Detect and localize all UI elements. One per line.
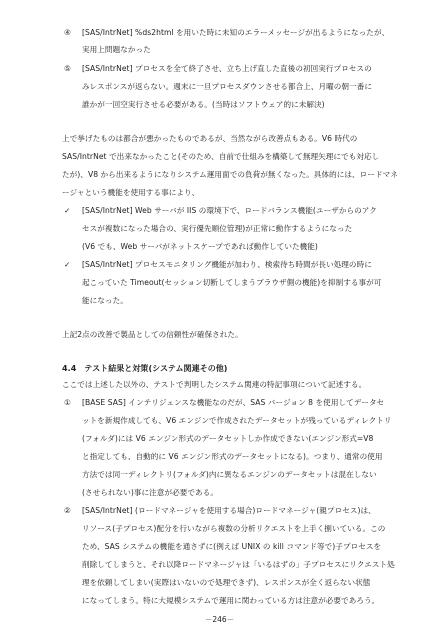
list-item-text: 理を依頼してしまい(実際はいないので処理できず)、レスポンスが全く返らない状態 [82, 578, 371, 587]
section-intro: ここでは上述した以外の、テストで判明したシステム関連の特記事項について記述する。 [62, 380, 367, 389]
list-item-text: [SAS/IntrNet] %ds2html を用いた時に未知のエラーメッセージが出るようになったが、 [82, 28, 390, 37]
list-marker: ⑤ [64, 64, 71, 73]
paragraph-line: ージャという機能を使用する事により、 [62, 188, 200, 197]
list-item-text: 方法では同一ディレクトリ(フォルダ)内に異なるエンジンのデータセットは混在しない [82, 470, 377, 479]
paragraph-line: SAS/IntrNet で出来なかったこと(そのため、自前で仕組みを構築して無理矢理にでも対応し [62, 152, 380, 161]
list-item-text: (フォルダ)には V6 エンジン形式のデータセットしか作成できない(エンジン形式=V8 [82, 434, 374, 443]
list-item-text: (V6 でも、Web サーバがネットスケープであれば動作していた機能) [82, 242, 318, 251]
list-item-text: と指定しても、自動的に V6 エンジン形式のデータセットになる)。つまり、通常の使用 [82, 452, 383, 461]
list-item-text: になってしまう。特に大規模システムで運用に関わっている方は注意が必要であろう。 [82, 596, 380, 605]
paragraph-line: 上記2点の改善で製品としての信頼性が確保された。 [62, 330, 243, 339]
list-item-text: 能になった。 [82, 296, 128, 305]
list-item-text: [SAS/IntrNet] プロセスを全て終了させ、立ち上げ直した直後の初回実行プロセスの [82, 64, 372, 73]
list-item-text: 誰かが一回空実行させる必要がある。(当時はソフトウェア的に未解決) [82, 100, 325, 109]
list-item-text: ットを新規作成しても、V6 エンジンで作成されたデータセットが残っているディレクトリ [82, 416, 392, 425]
list-item-text: [SAS/IntrNet] (ロードマネージャを使用する場合)ロードマネージャ(親プロセス)は、 [82, 506, 376, 515]
list-item-text: セスが複数になった場合の、実行優先順位管理)が正常に動作するようになった [82, 224, 353, 233]
section-heading: 4.4 テスト結果と対策(システム関連その他) [62, 364, 228, 373]
check-icon: ✓ [64, 206, 71, 215]
list-item-text: [SAS/IntrNet] Web サーバが IIS の環境下で、ロードバランス機能(ユーザからのアク [82, 206, 377, 215]
list-item-text: [SAS/IntrNet] プロセスモニタリング機能が加わり、検索待ち時間が長い処理の時に [82, 260, 372, 269]
list-item-text: みレスポンスが返らない。週末に一旦プロセスダウンさせる都合上、月曜の朝一番に [82, 82, 373, 91]
page-number: －246－ [204, 615, 235, 624]
list-item-text: ため、SAS システムの機能を通さずに(例えば UNIX の kill コマンド等で)子プロセスを [82, 542, 382, 551]
list-marker: ① [64, 398, 71, 407]
paragraph-line: たが)、V8 から出来るようになりシステム運用面での負荷が無くなった。具体的には、ロードマネ [62, 170, 398, 179]
list-item-text: [BASE SAS] インテリジェンスな機能なのだが、SAS バージョン 8 を使用してデータセ [82, 398, 385, 407]
list-item-text: 削除してしまうと、それ以降ロードマネージャは「いるはずの」子プロセスにリクエスト処 [82, 560, 395, 569]
list-marker: ④ [64, 28, 71, 37]
list-item-text: 実用上問題なかった [82, 45, 151, 54]
list-item-text: 起こっていた Timeout(セッション切断してしまうブラウザ側の機能)を抑制する事が可 [82, 278, 382, 287]
list-item-text: リソース(子プロセス)配分を行いながら複数の分析リクエストを上手く捌いている。この [82, 524, 386, 533]
list-item-text: (させられない)事に注意が必要である。 [82, 488, 218, 497]
list-marker: ② [64, 506, 71, 515]
check-icon: ✓ [64, 260, 71, 269]
paragraph-line: 上で挙げたものは都合が悪かったものであるが、当然ながら改善点もある。V6 時代の [62, 134, 358, 143]
